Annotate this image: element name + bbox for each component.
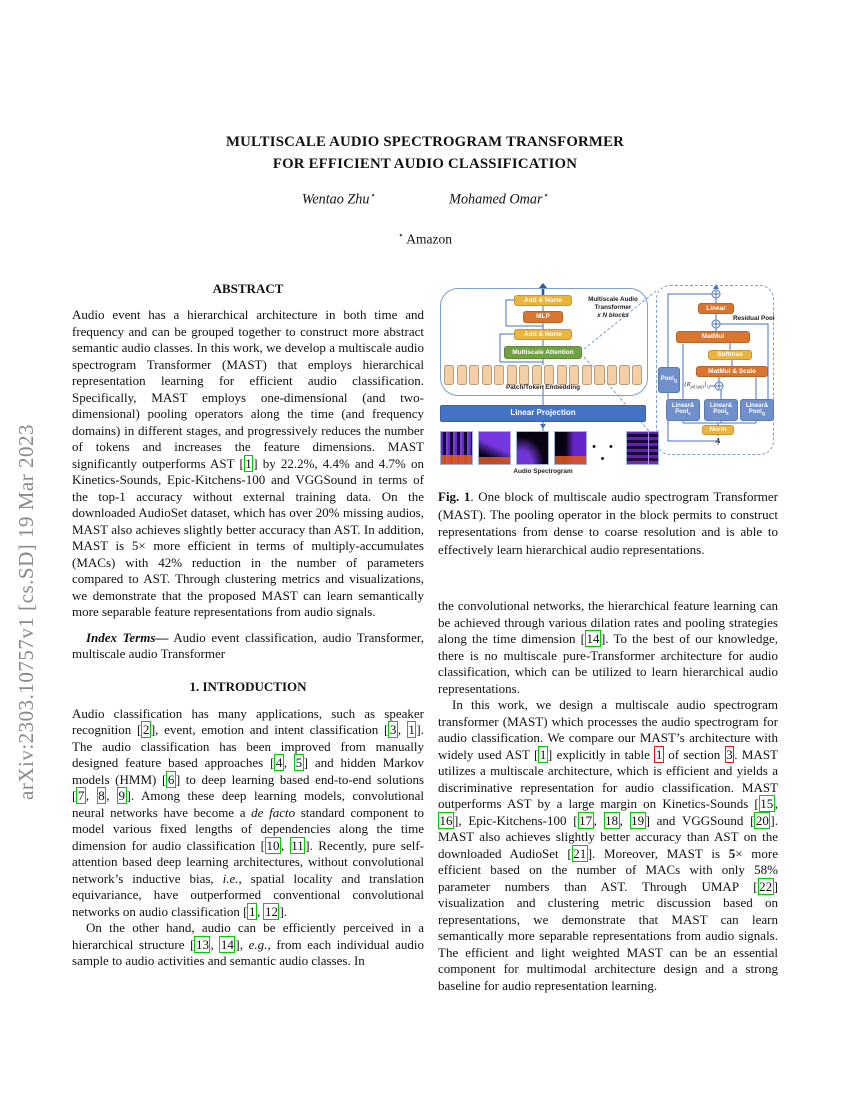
italic-text: i.e. [222, 870, 239, 886]
spectrogram-thumbnail [554, 431, 587, 465]
matmul-scale-box: MatMul & Scale [696, 366, 768, 377]
citation-link[interactable]: 5 [295, 755, 303, 770]
patch-token [632, 365, 642, 385]
linear-box: Linear [698, 303, 734, 314]
softmax-box: Softmax [708, 350, 752, 360]
patch-token [444, 365, 454, 385]
citation-link[interactable]: 4 [275, 755, 283, 770]
citation-link[interactable]: 1 [248, 903, 256, 919]
right-column [438, 283, 778, 994]
author-2-mark: ⋆ [542, 190, 549, 200]
citation-link[interactable]: 16 [439, 812, 453, 828]
input-a-label: A [715, 436, 721, 445]
citation-link[interactable]: 6 [167, 771, 175, 787]
figure-1-caption: Fig. 1. One block of multiscale audio spectrogram Transformer (MAST). The pooling operator in the block permits to construct representations from dense to coarse resolution and is able to effectively learn hierarchical audio representations. [438, 489, 778, 557]
spectrogram-thumbnail [478, 431, 511, 465]
citation-link[interactable]: 10 [266, 837, 280, 853]
patch-token [532, 365, 542, 385]
citation-link[interactable]: 20 [755, 812, 769, 828]
intro-paragraph-2: On the other hand, audio can be efficiently perceived in a hierarchical structure [ 13 , 14 ], e.g., from each individual audio sample to audio activities and semantic audio classes. In [72, 920, 425, 968]
paper-title-line1: MULTISCALE AUDIO SPECTROGRAM TRANSFORMER [225, 134, 625, 150]
abstract-heading: ABSTRACT [212, 281, 284, 296]
citation-link[interactable]: 13 [195, 936, 209, 952]
patch-token [519, 365, 529, 385]
residual-pool-label: Residual Pool [733, 315, 775, 322]
norm-box: Norm [702, 425, 734, 435]
patch-token [507, 365, 517, 385]
relative-position-label: $\{R_{p(i),p(j)}\}_{i,j}$ [684, 381, 710, 390]
add-norm-bottom-box: Add & Norm [514, 329, 572, 340]
author-2: Mohamed Omar⋆ [449, 190, 549, 208]
italic-text: de facto [251, 804, 296, 820]
citation-link[interactable]: 14 [220, 936, 234, 952]
citation-link[interactable]: 1 [408, 722, 415, 737]
italic-text: e.g. [248, 936, 268, 952]
citation-link[interactable]: 18 [605, 812, 619, 828]
patch-token [582, 365, 592, 385]
citation-link[interactable]: 22 [759, 878, 773, 894]
affiliation-mark: ⋆ [397, 230, 404, 240]
citation-link[interactable]: 2 [142, 722, 150, 737]
patch-token [482, 365, 492, 385]
right-paragraph-2: In this work, we design a multiscale audio spectrogram transformer (MAST) which processes the audio spectrogram for audio classification. We compare our MAST’s architecture with widely used AST [ 1 ] explicitly in table 1 of section 3 . MAST utilizes a multiscale architecture, which is efficient and yields a discriminative representation for audio classification. MAST outperforms AST by a large margin on Kinetics-Sounds [ 15 , 16 ], Epic-Kitchens-100 [ 17 , 18 , 19 ] and VGGSound [ 20 ]. MAST also achieves slightly better accuracy than AST on the downloaded AudioSet [ 21 ]. Moreover, MAST is 5× more efficient based on the number of MACs with only 58% parameter numbers than AST. Through UMAP [ 22 ] visualization and clustering metric discussion based on representations, we demonstrate that MAST can learn semantically more separable representations from audio signals. The efficient and light weighted MAST can be an essential component for multimodal architecture design and a strong baseline for audio representation learning. [438, 697, 779, 993]
citation-link[interactable]: 8 [98, 788, 105, 803]
citation-link[interactable]: 1 [245, 455, 252, 471]
ref-link[interactable]: 1 [655, 746, 663, 762]
citation-link[interactable]: 3 [389, 722, 397, 737]
linear-pool-v-box: Linear& Pool$_v$ [666, 399, 700, 421]
linear-pool-k-box: Linear& Pool$_k$ [704, 399, 738, 421]
matmul-box: MatMul [676, 331, 750, 343]
ellipsis-dots: • • • [592, 441, 618, 465]
multiscale-attention-box: Multiscale Attention [504, 346, 582, 359]
patch-token [469, 365, 479, 385]
citation-link[interactable]: 11 [291, 837, 304, 853]
left-column [72, 281, 424, 970]
audio-spectrogram-label: Audio Spectrogram [513, 468, 573, 475]
citation-link[interactable]: 12 [264, 903, 278, 919]
spectrogram-thumbnail [440, 431, 473, 465]
index-terms: Index Terms— Audio event classification, audio Transformer, multiscale audio Transformer [72, 629, 424, 661]
blocks-repeat-label: Multiscale Audio Transformer x N blocks [588, 296, 638, 319]
linear-projection-bar: Linear Projection [440, 405, 646, 422]
citation-link[interactable]: 9 [118, 788, 126, 803]
citation-link[interactable]: 19 [631, 812, 645, 828]
affiliation: ⋆ Amazon [397, 230, 452, 247]
patch-token [619, 365, 629, 385]
patch-token-embedding-label: Patch/Token Embedding [505, 384, 581, 391]
spectrogram-thumbnail [516, 431, 549, 465]
author-1: Wentao Zhu⋆ [301, 190, 376, 208]
patch-token [494, 365, 504, 385]
intro-paragraph-1: Audio classification has many applications, such as speaker recognition [ 2 ], event, emotion and intent classification [ 3 , 1 ]. The audio classification has been improved from manually designed feature based approaches [ 4 , 5 ] and hidden Markov models (HMM) [ 6 ] to deep learning based end-to-end solutions [ 7 , 8 , 9 ]. Among these deep learning models, convolutional neural networks have become a de facto standard component to model various fixed lengths of dependencies along the time dimension for audio classification [ 10 , 11 ]. Recently, pure self-attention based deep learning architectures, without convolutional network’s inductive bias, i.e., spatial locality and translation equivariance, have outperformed conventional convolutional networks on audio classification [ 1 , 12 ]. [72, 705, 425, 919]
paper-title [0, 131, 850, 175]
figure-1-diagram [438, 283, 778, 479]
author-1-mark: ⋆ [369, 190, 376, 200]
linear-pool-q-box: Linear& Pool$_Q$ [740, 399, 774, 421]
author-list [0, 190, 850, 209]
patch-token [569, 365, 579, 385]
paper-title-line2: FOR EFFICIENT AUDIO CLASSIFICATION [272, 156, 578, 172]
figure-1-caption-label: Fig. 1 [438, 489, 471, 504]
patch-token [557, 365, 567, 385]
section-heading-introduction: 1. INTRODUCTION [189, 678, 307, 694]
index-terms-label: Index Terms— [86, 629, 169, 645]
patch-token [544, 365, 554, 385]
patch-token [607, 365, 617, 385]
patch-token [594, 365, 604, 385]
citation-link[interactable]: 14 [586, 631, 600, 646]
spectrogram-thumbnail [626, 431, 659, 465]
token-row [444, 365, 642, 385]
citation-link[interactable]: 7 [77, 788, 85, 803]
citation-link[interactable]: 21 [573, 845, 587, 861]
add-norm-top-box: Add & Norm [514, 295, 572, 306]
bold-text: 5 [728, 845, 736, 861]
mlp-box: MLP [523, 311, 563, 323]
ref-link[interactable]: 3 [726, 746, 733, 762]
patch-token [457, 365, 467, 385]
citation-link[interactable]: 1 [539, 746, 547, 762]
citation-link[interactable]: 17 [579, 812, 593, 828]
arxiv-watermark: arXiv:2303.10757v1 [cs.SD] 19 Mar 2023 [14, 424, 38, 800]
right-paragraph-1: the convolutional networks, the hierarchical feature learning can be achieved through various dilation rates and pooling strategies along the time dimension [ 14 ]. To the best of our knowledge, there is no multiscale pure-Transformer architecture for audio classification, which can be utilized to learn hierarchical audio representations. [438, 598, 778, 696]
pool-q-box: Pool$_Q$ [658, 367, 680, 393]
citation-link[interactable]: 15 [760, 796, 774, 811]
abstract-body: Audio event has a hierarchical architecture in both time and frequency and can be grouped together to construct more abstract semantic audio classes. In this work, we develop a multiscale audio spectrogram Transformer (MAST) that employs hierarchical representation learning for efficient audio classification. Specifically, MAST employs one-dimensional (and two-dimensional) pooling operators along the time (and frequency domains) in different stages, and progressively reduces the number of tokens and increases the feature dimensions. MAST significantly outperforms AST [ 1 ] by 22.2%, 4.4% and 4.7% on Kinetics-Sounds, Epic-Kitchens-100 and VGGSound in terms of the top-1 accuracy without external training data. On the downloaded AudioSet dataset, which has over 20% missing audios, MAST also achieves slightly better accuracy than AST. In addition, MAST is 5× more efficient in terms of multiply-accumulates (MACs) with 42% reduction in the number of parameters compared to AST. Through clustering metrics and visualizations, we demonstrate that the proposed MAST can learn semantically more separable feature representations from audio signals. [72, 307, 424, 619]
